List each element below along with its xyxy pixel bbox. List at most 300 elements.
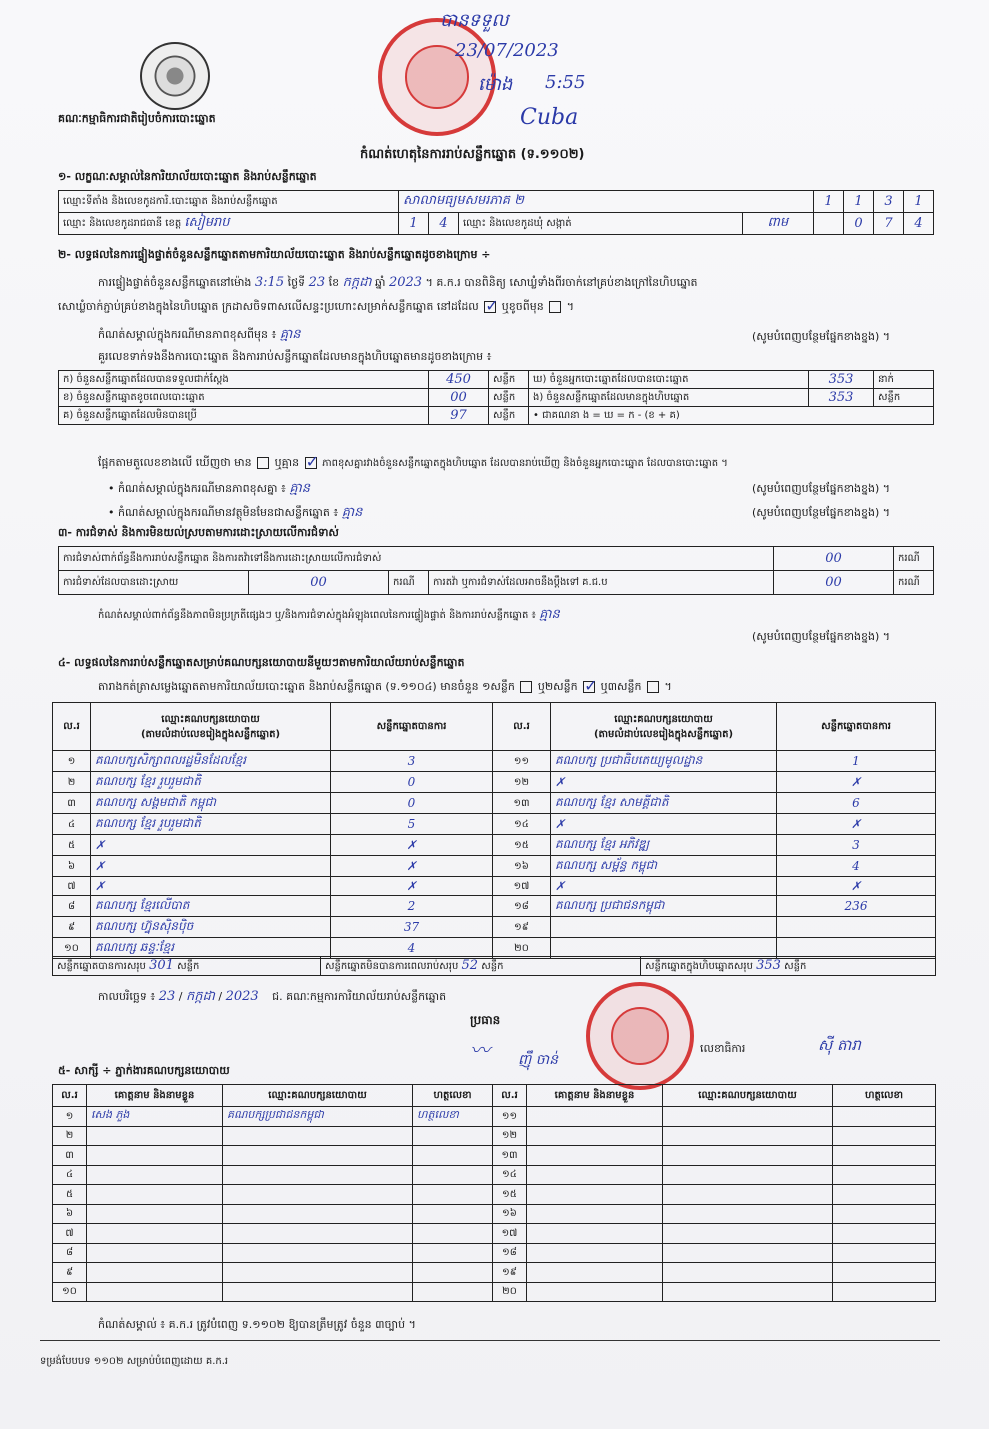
results-row <box>53 856 936 877</box>
commune-code-1: 0 <box>844 213 874 235</box>
witness-row <box>53 1243 936 1263</box>
result-no-left: ១ <box>53 751 91 772</box>
bullet2-fill-hint: (សូមបំពេញបន្ថែមផ្នែកខាងខ្នង) ។ <box>752 506 891 519</box>
results-col-party-left-title: ឈ្មោះគណបក្សនយោបាយ <box>161 713 260 725</box>
result-party-left: គណបក្ស សង្គមជាតិ កម្ពុជា <box>91 793 331 814</box>
section5-heading: ៥- សាក្សី ÷ ភ្នាក់ងារគណបក្សនយោបាយ <box>58 1064 230 1077</box>
location-code-4: 1 <box>904 191 934 213</box>
received-time: 5:55 <box>545 72 586 93</box>
totals-table <box>52 956 936 976</box>
count-d-label: ឃ) ចំនួនអ្នកបោះឆ្នោតដែលបានបោះឆ្នោត <box>529 371 809 389</box>
witness-no-left: ៤ <box>53 1165 87 1185</box>
result-no-left: ៨ <box>53 896 91 917</box>
complaints-row1-unit: ករណី <box>894 547 934 571</box>
location-code-1: 1 <box>814 191 844 213</box>
result-votes-right: ✗ <box>777 877 936 896</box>
witness-party-left <box>223 1263 413 1283</box>
result-no-right: ១៥ <box>493 835 551 856</box>
results-col-votes-right: សន្លឹកឆ្នោតបានការ <box>777 703 936 751</box>
discrepancy-line <box>98 456 728 472</box>
result-no-right: ១៨ <box>493 896 551 917</box>
witness-name-right <box>527 1263 663 1283</box>
result-votes-right: 3 <box>777 835 936 856</box>
count-c-label: គ) ចំនួនសន្លឹកឆ្នោតដែលមិនបានប្រើ <box>59 407 429 425</box>
commune-code-3: 4 <box>904 213 934 235</box>
form-footer: ទម្រង់បែបបទ ១១០២ សម្រាប់បំពេញដោយ គ.ក.រ <box>40 1356 229 1367</box>
result-votes-left: 0 <box>331 793 493 814</box>
witness-party-left <box>223 1282 413 1302</box>
section3-heading: ៣- ការជំទាស់ និងការមិនយល់ស្របតាមការដោះស្រាយលើការជំទាស់ <box>58 526 339 539</box>
count-d-unit: នាក់ <box>874 371 934 389</box>
result-party-right <box>551 917 777 938</box>
witness-row <box>53 1185 936 1205</box>
witness-row <box>53 1282 936 1302</box>
result-no-right: ១៦ <box>493 856 551 877</box>
count-c-unit: សន្លឹក <box>489 407 529 425</box>
witness-col-no-right: ល.រ <box>493 1085 527 1107</box>
bullet1-label: • កំណត់សម្គាល់ក្នុងករណីមានភាពខុសគ្នា ៖ <box>108 482 286 495</box>
verification-time: 3:15 <box>254 275 285 290</box>
result-party-right: ✗ <box>551 772 777 793</box>
complaints-row1-label: ការជំទាស់ពាក់ព័ន្ធនឹងការរាប់សន្លឹកឆ្នោត និងការតវ៉ាទៅនឹងការដោះស្រាយលើការជំទាស់ <box>59 547 774 571</box>
result-party-left: គណបក្ស ខ្មែរលើបាត <box>91 896 331 917</box>
results-row <box>53 896 936 917</box>
witness-name-right <box>527 1107 663 1127</box>
result-no-right: ១៤ <box>493 814 551 835</box>
result-votes-right: 6 <box>777 793 936 814</box>
witness-sign-left: ហត្ថលេខា <box>413 1107 493 1127</box>
received-date: 23/07/2023 <box>455 40 559 61</box>
witness-party-right <box>663 1107 833 1127</box>
result-votes-right: 4 <box>777 856 936 877</box>
witness-no-right: ១៥ <box>493 1185 527 1205</box>
result-no-left: ៥ <box>53 835 91 856</box>
witness-party-right <box>663 1146 833 1166</box>
witness-no-right: ២០ <box>493 1282 527 1302</box>
witness-col-no-left: ល.រ <box>53 1085 87 1107</box>
verification-text-a: ការផ្ទៀងផ្ទាត់ចំនួនសន្លឹកឆ្នោតនៅម៉ោង <box>98 276 252 289</box>
receiver-signature: Cuba <box>520 105 579 130</box>
seal-broken-label: ឬខូចពីមុន <box>501 300 544 313</box>
witness-sign-left <box>413 1146 493 1166</box>
result-party-right: ✗ <box>551 814 777 835</box>
total-valid-label: សន្លឹកឆ្នោតបានការសរុប <box>57 961 146 972</box>
bullet1-value: គ្មាន <box>289 481 310 496</box>
result-no-left: ២ <box>53 772 91 793</box>
total-valid-unit: សន្លឹក <box>177 961 200 972</box>
footnote: កំណត់សម្គាល់ ៖ គ.ក.រ ត្រូវបំពេញ ទ.១១០២ ឱ្យបានត្រឹមត្រូវ ចំនួន ៣ច្បាប់ ។ <box>98 1318 416 1331</box>
commune-label: ឈ្មោះ និងលេខកូដឃុំ សង្កាត់ <box>459 213 743 235</box>
results-row <box>53 751 936 772</box>
result-party-right: គណបក្ស សម្ព័ន្ធ កម្ពុជា <box>551 856 777 877</box>
witness-no-left: ៥ <box>53 1185 87 1205</box>
complaints-row2-label: ការជំទាស់ដែលបានដោះស្រាយ <box>59 571 249 595</box>
bullet2-label: • កំណត់សម្គាល់ក្នុងករណីមានវត្ថុមិនមែនជាសន្លឹកឆ្នោត ៖ <box>108 506 339 519</box>
official-stamp-bottom <box>586 982 694 1090</box>
witness-party-left <box>223 1224 413 1244</box>
date-year: 2023 <box>225 989 259 1004</box>
results-table <box>52 702 936 959</box>
result-votes-left: ✗ <box>331 877 493 896</box>
discrepancy-no-label: ឬគ្មាន <box>274 456 300 469</box>
witness-col-party-left: ឈ្មោះគណបក្សនយោបាយ <box>223 1085 413 1107</box>
count-b-label: ខ) ចំនួនសន្លឹកឆ្នោតខូចពេលបោះឆ្នោត <box>59 389 429 407</box>
result-no-left: ៧ <box>53 877 91 896</box>
witness-name-left <box>87 1146 223 1166</box>
witness-sign-right <box>833 1263 936 1283</box>
witness-party-left <box>223 1146 413 1166</box>
result-votes-left: 3 <box>331 751 493 772</box>
province-code-2: 4 <box>429 213 459 235</box>
province-row <box>59 213 399 235</box>
note-value: គ្មាន <box>279 327 301 342</box>
witness-party-left <box>223 1204 413 1224</box>
date-line: កាលបរិច្ឆេទ ៖ 23 / កក្កដា / 2023 ជ. គណៈកម្មការការិយាល័យរាប់សន្លឹកឆ្នោត <box>98 989 447 1004</box>
total-box-cell <box>641 957 936 976</box>
witness-sign-left <box>413 1126 493 1146</box>
result-party-left: ✗ <box>91 856 331 877</box>
verification-text-e: ។ គ.ក.រ បានពិនិត្យ សោឃ្លំទាំងពីរចាក់នៅគ្រប់ខាងក្រៅនៃហិបឆ្នោត <box>425 276 698 289</box>
sheets-2-checkbox[interactable] <box>583 681 595 693</box>
discrepancy-tail: ភាពខុសគ្នារវាងចំនួនសន្លឹកឆ្នោតក្នុងហិបឆ្នោត ដែលបានរាប់ឃើញ និងចំនួនអ្នកបោះឆ្នោត ដែលបានបោះឆ្នោត ។ <box>322 458 728 469</box>
total-box-value: 353 <box>756 958 781 973</box>
witness-no-left: ៧ <box>53 1224 87 1244</box>
result-party-left: គណបក្ស ហ្វ៊ុនស៊ិនប៉ិច <box>91 917 331 938</box>
results-row <box>53 814 936 835</box>
witness-no-right: ១១ <box>493 1107 527 1127</box>
result-party-right: គណបក្ស ខ្មែរ អភិវឌ្ឍ <box>551 835 777 856</box>
witness-col-name-left: គោត្តនាម និងនាមខ្លួន <box>87 1085 223 1107</box>
witness-row <box>53 1165 936 1185</box>
count-table <box>58 370 934 425</box>
results-row <box>53 772 936 793</box>
document-title: កំណត់ហេតុនៃការរាប់សន្លឹកឆ្នោត (ទ.១១០២) <box>360 147 585 162</box>
note-fill-hint: (សូមបំពេញបន្ថែមផ្នែកខាងខ្នង) ។ <box>752 330 891 343</box>
chair-label: ប្រធាន <box>470 1013 501 1027</box>
date-day: 23 <box>158 989 176 1004</box>
footer-divider <box>40 1340 940 1341</box>
results-col-party-left <box>91 703 331 751</box>
location-code-3: 3 <box>874 191 904 213</box>
witness-row <box>53 1224 936 1244</box>
witness-name-left <box>87 1243 223 1263</box>
results-col-party-left-sub: (តាមលំដាប់លេខរៀងក្នុងសន្លឹកឆ្នោត) <box>140 728 281 740</box>
result-votes-left: 5 <box>331 814 493 835</box>
verification-day: 23 <box>308 275 326 290</box>
witness-sign-right <box>833 1107 936 1127</box>
note-label: កំណត់សម្គាល់ក្នុងករណីមានភាពខុសពីមុន ៖ <box>98 328 277 341</box>
total-valid-value: 301 <box>149 958 174 973</box>
secretary-name: ស៊ី តារា <box>818 1036 861 1054</box>
complaints-note-label: កំណត់សម្គាល់ពាក់ព័ន្ធនឹងភាពមិនប្រក្រតីផ្សេងៗ ឬ/និងការជំទាស់ក្នុងអំឡុងពេលនៃការផ្ទៀងផ្ទាត់ និងការរាប់សន្លឹកឆ្នោត ៖ <box>98 610 536 621</box>
count-e-label: ង) ចំនួនសន្លឹកឆ្នោតដែលមានក្នុងហិបឆ្នោត <box>529 389 809 407</box>
total-invalid-unit: សន្លឹក <box>481 961 504 972</box>
complaints-row1-value: 00 <box>774 547 894 571</box>
bullet1-line <box>108 480 310 499</box>
witness-no-right: ១៣ <box>493 1146 527 1166</box>
witness-name-right <box>527 1185 663 1205</box>
witness-sign-right <box>833 1165 936 1185</box>
results-row <box>53 835 936 856</box>
witness-name-left <box>87 1263 223 1283</box>
witness-party-left <box>223 1165 413 1185</box>
total-valid-cell <box>53 957 321 976</box>
witness-no-right: ១៤ <box>493 1165 527 1185</box>
witness-name-right <box>527 1224 663 1244</box>
result-no-right: ១៣ <box>493 793 551 814</box>
witness-sign-left <box>413 1282 493 1302</box>
result-votes-right: ✗ <box>777 772 936 793</box>
result-no-right: ១២ <box>493 772 551 793</box>
witness-party-right <box>663 1126 833 1146</box>
province-label: ឈ្មោះ និងលេខកូដរាជធានី ខេត្ត <box>63 218 182 229</box>
bullet1-fill-hint: (សូមបំពេញបន្ថែមផ្នែកខាងខ្នង) ។ <box>752 482 891 495</box>
witness-no-right: ១៦ <box>493 1204 527 1224</box>
witness-name-left <box>87 1165 223 1185</box>
result-party-right: គណបក្ស ប្រជាជនកម្ពុជា <box>551 896 777 917</box>
witness-name-left: សេង ភួង <box>87 1107 223 1127</box>
witness-name-left <box>87 1204 223 1224</box>
results-row <box>53 877 936 896</box>
witness-no-left: ១ <box>53 1107 87 1127</box>
witness-name-right <box>527 1204 663 1224</box>
count-a-unit: សន្លឹក <box>489 371 529 389</box>
witness-sign-left <box>413 1165 493 1185</box>
witness-row <box>53 1146 936 1166</box>
result-party-left: គណបក្ស ខ្មែរ រួបរួមជាតិ <box>91 814 331 835</box>
count-formula: • ជាគណនា ង = ឃ = ក - (ខ + គ) <box>529 407 934 425</box>
result-no-left: ៦ <box>53 856 91 877</box>
witness-party-left: គណបក្សប្រជាជនកម្ពុជា <box>223 1107 413 1127</box>
sheets-2-label: ឬ២សន្លឹក <box>537 680 578 693</box>
received-label: បានទទួល <box>440 10 509 31</box>
seal-intact-checkbox[interactable] <box>484 301 496 313</box>
witness-name-right <box>527 1165 663 1185</box>
sheets-intro: តារាងកត់ត្រាសម្លេងឆ្នោតតាមការិយាល័យបោះឆ្នោត និងរាប់សន្លឹកឆ្នោត (ទ.១១០៤) មានចំនួន ១សន្លឹក <box>98 680 515 693</box>
total-box-label: សន្លឹកឆ្នោតក្នុងហិបឆ្នោតសរុប <box>645 961 753 972</box>
seal-text: សោឃ្លំចាក់ភ្ជាប់គ្រប់ខាងក្នុងនៃហិបឆ្នោត ក្រដាសចិទពាសលើសន្ទះប្រហោះសម្រាក់សន្លឹកឆ្នោត នៅដដែល <box>58 300 479 313</box>
witness-name-right <box>527 1243 663 1263</box>
complaints-row2-unit: ករណី <box>389 571 429 595</box>
result-votes-right <box>777 917 936 938</box>
committee-label: ជ. គណៈកម្មការការិយាល័យរាប់សន្លឹកឆ្នោត <box>272 990 447 1003</box>
witness-no-right: ១៧ <box>493 1224 527 1244</box>
commune-value: ពាម <box>742 213 813 235</box>
province-code-1: 1 <box>399 213 429 235</box>
verification-month: កក្កដា <box>342 275 372 290</box>
result-party-left: ✗ <box>91 835 331 856</box>
witness-name-right <box>527 1146 663 1166</box>
complaints-row2-value2: 00 <box>774 571 894 595</box>
witness-sign-left <box>413 1263 493 1283</box>
complaints-fill-hint: (សូមបំពេញបន្ថែមផ្នែកខាងខ្នង) ។ <box>752 630 891 643</box>
bullet2-line <box>108 504 362 523</box>
results-col-no-left: ល.រ <box>53 703 91 751</box>
witness-no-right: ១៩ <box>493 1263 527 1283</box>
result-votes-left: 2 <box>331 896 493 917</box>
witness-no-left: ៩ <box>53 1263 87 1283</box>
verification-text-b: ថ្ងៃទី <box>287 276 306 289</box>
results-col-party-right-title: ឈ្មោះគណបក្សនយោបាយ <box>614 713 713 725</box>
sheets-1-checkbox[interactable] <box>520 681 532 693</box>
result-votes-left: 4 <box>331 938 493 959</box>
witness-table <box>52 1084 936 1302</box>
result-no-right: ២០ <box>493 938 551 959</box>
sheets-3-label: ឬ៣សន្លឹក <box>600 680 642 693</box>
location-label: ឈ្មោះទីតាំង និងលេខកូដការិ.បោះឆ្នោត និងរាប់សន្លឹកឆ្នោត <box>59 191 399 213</box>
result-party-left: គណបក្សសិក្សាពលរដ្ឋមិនដែលខ្មែរ <box>91 751 331 772</box>
witness-row <box>53 1126 936 1146</box>
witness-party-right <box>663 1165 833 1185</box>
result-votes-left: ✗ <box>331 835 493 856</box>
result-party-left: ✗ <box>91 877 331 896</box>
section1-heading: ១- លក្ខណៈសម្គាល់នៃការិយាល័យបោះឆ្នោត និងរាប់សន្លឹកឆ្នោត <box>58 170 317 183</box>
emblem-logo <box>140 42 210 110</box>
secretary-label: លេខាធិការ <box>700 1042 746 1055</box>
count-c-value: 97 <box>429 407 489 425</box>
results-col-votes-left: សន្លឹកឆ្នោតបានការ <box>331 703 493 751</box>
complaints-note <box>98 606 560 625</box>
result-votes-left: 37 <box>331 917 493 938</box>
sheets-3-checkbox[interactable] <box>647 681 659 693</box>
chair-name: ញ៉ឹ ចាន់ <box>518 1052 558 1068</box>
province-value: សៀមរាប <box>184 215 230 230</box>
witness-col-party-right: ឈ្មោះគណបក្សនយោបាយ <box>663 1085 833 1107</box>
witness-party-right <box>663 1185 833 1205</box>
count-a-label: ក) ចំនួនសន្លឹកឆ្នោតដែលបានទទួលជាក់ស្តែង <box>59 371 429 389</box>
commune-code-2: 7 <box>874 213 904 235</box>
result-votes-right: ✗ <box>777 814 936 835</box>
witness-sign-right <box>833 1204 936 1224</box>
verification-year: 2023 <box>388 275 423 290</box>
witness-name-right <box>527 1282 663 1302</box>
witness-party-right <box>663 1243 833 1263</box>
result-no-right: ១៧ <box>493 877 551 896</box>
witness-no-left: ១០ <box>53 1282 87 1302</box>
witness-sign-left <box>413 1224 493 1244</box>
witness-name-left <box>87 1185 223 1205</box>
witness-name-left <box>87 1224 223 1244</box>
witness-sign-right <box>833 1243 936 1263</box>
witness-sign-right <box>833 1282 936 1302</box>
count-a-value: 450 <box>429 371 489 389</box>
discrepancy-no-checkbox[interactable] <box>305 457 317 469</box>
result-votes-right: 1 <box>777 751 936 772</box>
sheets-line: តារាងកត់ត្រាសម្លេងឆ្នោតតាមការិយាល័យបោះឆ្នោត និងរាប់សន្លឹកឆ្នោត (ទ.១១០៤) មានចំនួន ១សន្លឹក ឬ២សន្លឹក ✓ ឬ៣សន្លឹក ។ <box>98 680 672 696</box>
witness-sign-right <box>833 1146 936 1166</box>
result-votes-left: ✗ <box>331 856 493 877</box>
location-value: សាលាមធ្យមសមរភាគ ២ <box>399 191 814 213</box>
count-e-value: 353 <box>809 389 874 407</box>
witness-sign-left <box>413 1243 493 1263</box>
count-d-value: 353 <box>809 371 874 389</box>
count-intro: គួរលេខទាក់ទងនឹងការបោះឆ្នោត និងការរាប់សន្លឹកឆ្នោតដែលមានក្នុងហិបឆ្នោតមានដូចខាងក្រោម ៖ <box>98 350 492 363</box>
witness-party-left <box>223 1243 413 1263</box>
seal-broken-checkbox[interactable] <box>549 301 561 313</box>
witness-party-right <box>663 1263 833 1283</box>
witness-no-left: ២ <box>53 1126 87 1146</box>
witness-row <box>53 1263 936 1283</box>
result-no-left: ៩ <box>53 917 91 938</box>
result-party-right: គណបក្ស ប្រជាធិបតេយ្យមូលដ្ឋាន <box>551 751 777 772</box>
org-name: គណៈកម្មាធិការជាតិរៀបចំការបោះឆ្នោត <box>58 112 216 125</box>
received-time-label: ម៉ោង <box>478 74 513 95</box>
result-no-left: ១០ <box>53 938 91 959</box>
witness-sign-left <box>413 1185 493 1205</box>
results-col-party-right-sub: (តាមលំដាប់លេខរៀងក្នុងសន្លឹកឆ្នោត) <box>593 728 734 740</box>
witness-no-left: ៨ <box>53 1243 87 1263</box>
commune-code-blank <box>814 213 844 235</box>
witness-name-left <box>87 1282 223 1302</box>
total-box-unit: សន្លឹក <box>784 961 807 972</box>
date-label: កាលបរិច្ឆេទ ៖ <box>98 990 156 1003</box>
discrepancy-yes-label: ផ្អែកតាមតួលេខខាងលើ ឃើញថា មាន <box>98 456 252 469</box>
result-party-right: គណបក្ស ខ្មែរ សាមគ្គីជាតិ <box>551 793 777 814</box>
chair-signature: 〰 <box>470 1038 490 1062</box>
result-no-left: ៤ <box>53 814 91 835</box>
result-party-left: គណបក្ស ឆន្ទៈខ្មែរ <box>91 938 331 959</box>
witness-name-left <box>87 1126 223 1146</box>
count-e-unit: សន្លឹក <box>874 389 934 407</box>
witness-party-left <box>223 1126 413 1146</box>
result-no-left: ៣ <box>53 793 91 814</box>
result-votes-right: 236 <box>777 896 936 917</box>
verification-text-d: ឆ្នាំ <box>375 276 386 289</box>
witness-row <box>53 1204 936 1224</box>
location-code-2: 1 <box>844 191 874 213</box>
witness-no-right: ១៨ <box>493 1243 527 1263</box>
count-b-value: 00 <box>429 389 489 407</box>
discrepancy-yes-checkbox[interactable] <box>257 457 269 469</box>
note-line <box>98 326 300 345</box>
seal-line: សោឃ្លំចាក់ភ្ជាប់គ្រប់ខាងក្នុងនៃហិបឆ្នោត ក្រដាសចិទពាសលើសន្ទះប្រហោះសម្រាក់សន្លឹកឆ្នោត នៅដដែល ✓ ឬខូចពីមុន ។ <box>58 300 574 316</box>
witness-row <box>53 1107 936 1127</box>
complaints-note-value: គ្មាន <box>539 607 560 622</box>
total-invalid-cell <box>321 957 641 976</box>
witness-party-right <box>663 1282 833 1302</box>
witness-no-left: ៦ <box>53 1204 87 1224</box>
witness-col-sign-right: ហត្ថលេខា <box>833 1085 936 1107</box>
results-row <box>53 917 936 938</box>
witness-party-right <box>663 1224 833 1244</box>
witness-sign-right <box>833 1185 936 1205</box>
result-party-right: ✗ <box>551 877 777 896</box>
complaints-row2-unit2: ករណី <box>894 571 934 595</box>
result-no-right: ១៩ <box>493 917 551 938</box>
bullet2-value: គ្មាន <box>341 505 363 520</box>
witness-sign-right <box>833 1126 936 1146</box>
witness-name-right <box>527 1126 663 1146</box>
result-party-left: គណបក្ស ខ្មែរ រួបរួមជាតិ <box>91 772 331 793</box>
section4-heading: ៤- លទ្ធផលនៃការរាប់សន្លឹកឆ្នោតសម្រាប់គណបក្សនយោបាយនីមួយៗតាមការិយាល័យរាប់សន្លឹកឆ្នោត <box>58 656 465 669</box>
witness-no-left: ៣ <box>53 1146 87 1166</box>
witness-col-sign-left: ហត្ថលេខា <box>413 1085 493 1107</box>
count-b-unit: សន្លឹក <box>489 389 529 407</box>
verification-text-c: ខែ <box>328 276 340 289</box>
total-invalid-label: សន្លឹកឆ្នោតមិនបានការពេលរាប់សរុប <box>325 961 459 972</box>
witness-sign-right <box>833 1224 936 1244</box>
results-row <box>53 793 936 814</box>
results-col-party-right <box>551 703 777 751</box>
date-month: កក្កដា <box>185 989 215 1004</box>
section2-heading: ២- លទ្ធផលនៃការផ្ទៀងផ្ទាត់ចំនួនសន្លឹកឆ្នោតតាមការិយាល័យបោះឆ្នោត និងរាប់សន្លឹកឆ្នោតដូចខាងក្រោម ÷ <box>58 248 491 261</box>
witness-no-right: ១២ <box>493 1126 527 1146</box>
witness-party-left <box>223 1185 413 1205</box>
witness-col-name-right: គោត្តនាម និងនាមខ្លួន <box>527 1085 663 1107</box>
results-col-no-right: ល.រ <box>493 703 551 751</box>
complaints-row2-mid: ការតវ៉ា ឬការជំទាស់ដែលអាចនឹងប្តឹងទៅ គ.ជ.ប <box>429 571 774 595</box>
complaints-table <box>58 546 934 595</box>
